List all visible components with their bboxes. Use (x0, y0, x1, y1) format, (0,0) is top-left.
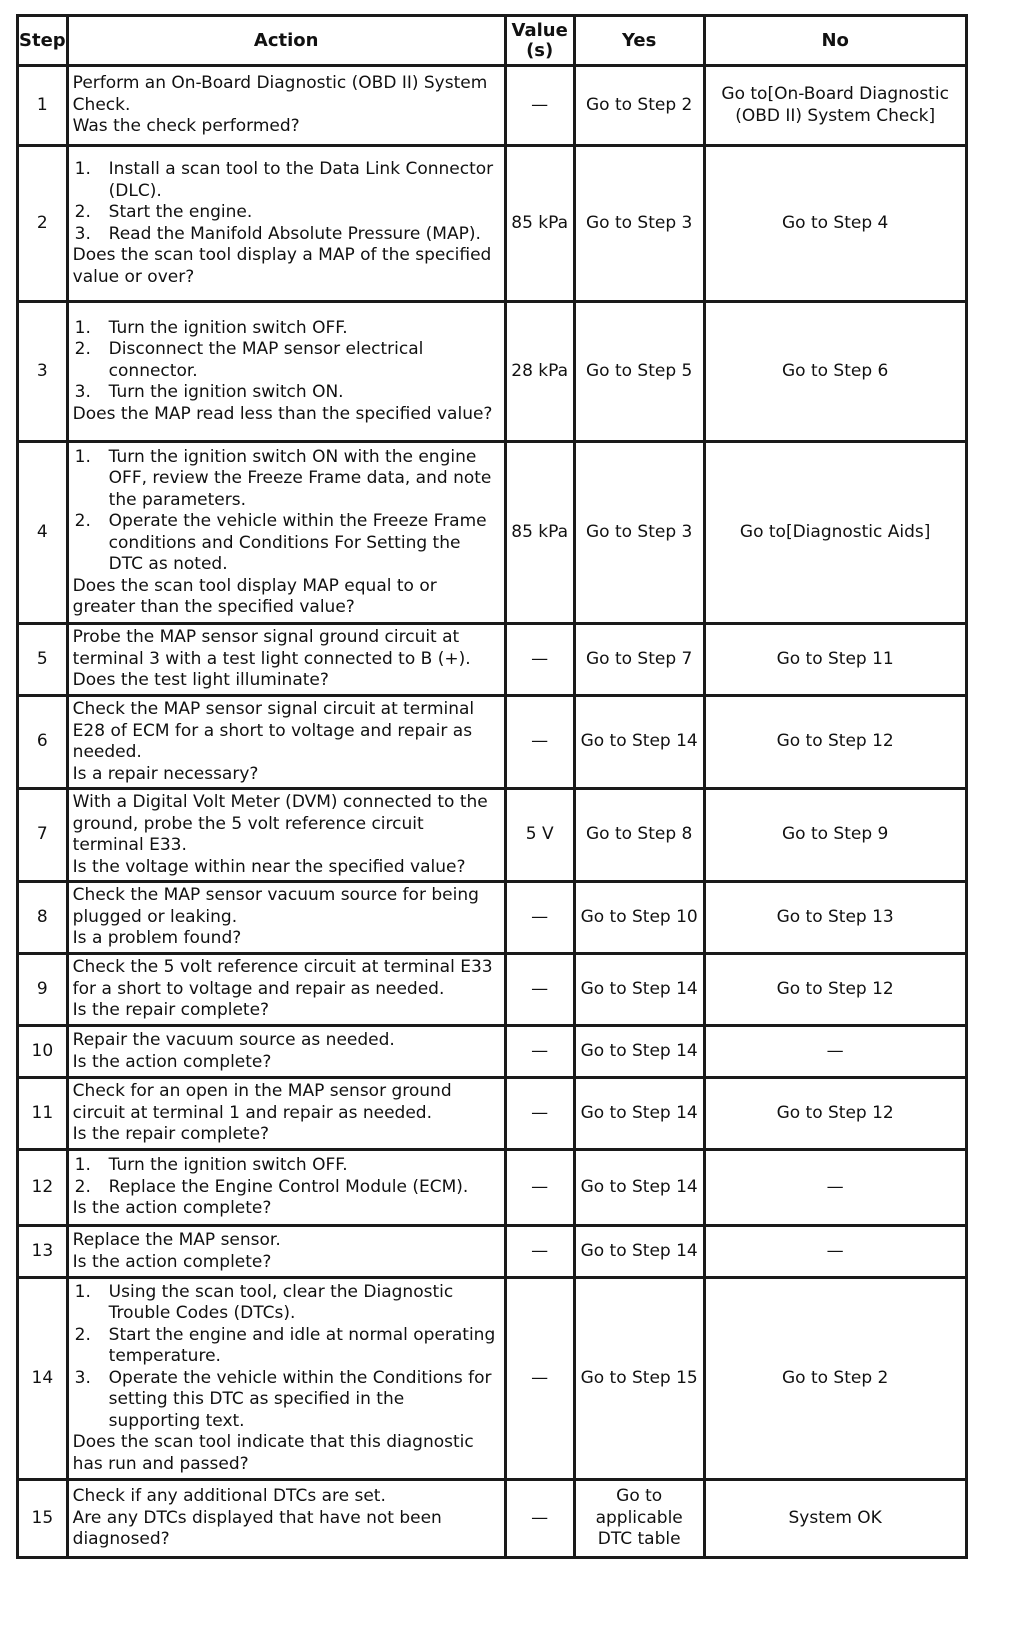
action-steps-list (73, 318, 500, 404)
action-cell (67, 789, 505, 882)
action-step-item: Turn the ignition switch ON. (108, 382, 344, 403)
value-cell: 28 kPa (505, 302, 574, 442)
action-question: Are any DTCs displayed that have not been diagnosed? (72, 1507, 442, 1550)
yes-cell: Go to applicable DTC table (574, 1480, 704, 1558)
action-cell (67, 66, 505, 146)
action-cell (67, 302, 505, 442)
yes-cell: Go to Step 2 (574, 66, 704, 146)
no-cell: Go to[Diagnostic Aids] (704, 442, 966, 624)
step-number: 14 (18, 1278, 68, 1480)
no-cell: Go to Step 2 (704, 1278, 966, 1480)
action-question: Is the voltage within near the specified value? (72, 856, 466, 877)
step-number: 7 (18, 789, 68, 882)
action-cell (67, 442, 505, 624)
action-cell (67, 624, 505, 696)
no-cell: Go to Step 4 (704, 146, 966, 302)
value-cell: — (505, 1078, 574, 1150)
yes-cell: Go to Step 5 (574, 302, 704, 442)
action-cell (67, 1150, 505, 1226)
yes-cell: Go to Step 15 (574, 1278, 704, 1480)
action-question: Is the action complete? (72, 1051, 272, 1072)
action-cell (67, 1078, 505, 1150)
step-number: 3 (18, 302, 68, 442)
value-cell: — (505, 624, 574, 696)
value-cell: 85 kPa (505, 442, 574, 624)
step-number: 4 (18, 442, 68, 624)
step-number: 15 (18, 1480, 68, 1558)
action-step-item: Turn the ignition switch OFF. (108, 1155, 348, 1176)
no-cell: Go to Step 13 (704, 882, 966, 954)
action-intro: Check for an open in the MAP sensor ground circuit at terminal 1 and repair as needed. (72, 1081, 452, 1123)
header-value: Value (s) (505, 16, 574, 66)
action-step-item: Turn the ignition switch OFF. (108, 317, 348, 338)
action-cell (67, 1026, 505, 1078)
yes-cell: Go to Step 14 (574, 1226, 704, 1278)
yes-cell: Go to Step 7 (574, 624, 704, 696)
step-number: 12 (18, 1150, 68, 1226)
value-cell: — (505, 1480, 574, 1558)
no-cell: Go to[On-Board Diagnostic (OBD II) System Check] (704, 66, 966, 146)
action-intro: Replace the MAP sensor. (72, 1230, 281, 1250)
value-cell: — (505, 1026, 574, 1078)
action-steps-list (73, 159, 500, 245)
table-row (18, 624, 967, 696)
no-cell: Go to Step 11 (704, 624, 966, 696)
yes-cell: Go to Step 14 (574, 1078, 704, 1150)
value-cell: — (505, 882, 574, 954)
action-intro: Probe the MAP sensor signal ground circuit at terminal 3 with a test light connected to B (+). (72, 627, 471, 669)
table-row (18, 954, 967, 1026)
step-number: 1 (18, 66, 68, 146)
action-question: Is a problem found? (72, 928, 242, 949)
action-question: Does the scan tool display a MAP of the specified value or over? (72, 245, 492, 287)
action-steps-list (73, 1282, 500, 1433)
action-intro: Check the MAP sensor vacuum source for being plugged or leaking. (72, 885, 479, 927)
action-step-item: Turn the ignition switch ON with the engine OFF, review the Freeze Frame data, and note the parameters. (108, 446, 492, 510)
action-question: Is a repair necessary? (72, 763, 259, 784)
header-step: Step (18, 16, 68, 66)
yes-cell: Go to Step 14 (574, 696, 704, 789)
table-row (18, 1480, 967, 1558)
action-question: Was the check performed? (72, 116, 300, 137)
table-row (18, 1278, 967, 1480)
action-step-item: Operate the vehicle within the Conditions for setting this DTC as specified in the supporting text. (108, 1367, 492, 1431)
value-cell: 5 V (505, 789, 574, 882)
no-cell: Go to Step 12 (704, 954, 966, 1026)
step-number: 11 (18, 1078, 68, 1150)
no-cell: Go to Step 6 (704, 302, 966, 442)
action-intro: With a Digital Volt Meter (DVM) connected to the ground, probe the 5 volt reference circuit terminal E33. (72, 792, 488, 855)
no-cell: — (704, 1026, 966, 1078)
action-intro: Perform an On-Board Diagnostic (OBD II) System Check. (72, 73, 488, 115)
action-question: Does the scan tool display MAP equal to or greater than the specified value? (72, 575, 437, 617)
no-cell: Go to Step 9 (704, 789, 966, 882)
action-step-item: Start the engine and idle at normal operating temperature. (108, 1324, 496, 1367)
action-question: Is the action complete? (72, 1251, 272, 1272)
action-cell (67, 146, 505, 302)
no-cell: Go to Step 12 (704, 696, 966, 789)
action-question: Does the scan tool indicate that this diagnostic has run and passed? (72, 1432, 474, 1474)
yes-cell: Go to Step 14 (574, 1026, 704, 1078)
action-cell (67, 882, 505, 954)
action-question: Is the action complete? (72, 1198, 272, 1219)
yes-cell: Go to Step 3 (574, 442, 704, 624)
action-step-item: Using the scan tool, clear the Diagnostic Trouble Codes (DTCs). (108, 1281, 454, 1324)
table-row (18, 882, 967, 954)
action-step-item: Disconnect the MAP sensor electrical connector. (108, 339, 424, 381)
value-cell: — (505, 1278, 574, 1480)
value-cell: — (505, 1150, 574, 1226)
step-number: 9 (18, 954, 68, 1026)
value-cell: — (505, 66, 574, 146)
table-row (18, 1226, 967, 1278)
action-step-item: Start the engine. (108, 202, 253, 222)
no-cell: — (704, 1150, 966, 1226)
action-steps-list (73, 1155, 500, 1198)
no-cell: System OK (704, 1480, 966, 1558)
step-number: 10 (18, 1026, 68, 1078)
value-cell: — (505, 696, 574, 789)
action-cell (67, 954, 505, 1026)
table-row (18, 302, 967, 442)
action-cell (67, 1480, 505, 1558)
yes-cell: Go to Step 14 (574, 1150, 704, 1226)
action-question: Is the repair complete? (72, 1124, 270, 1145)
yes-cell: Go to Step 8 (574, 789, 704, 882)
action-intro: Repair the vacuum source as needed. (72, 1030, 395, 1050)
table-body (18, 66, 967, 1558)
action-question: Is the repair complete? (72, 1000, 270, 1021)
step-number: 6 (18, 696, 68, 789)
value-cell: — (505, 954, 574, 1026)
action-question: Does the MAP read less than the specified value? (72, 403, 493, 424)
action-step-item: Operate the vehicle within the Freeze Frame conditions and Conditions For Setting the DTC as noted. (108, 511, 487, 574)
step-number: 2 (18, 146, 68, 302)
table-row (18, 789, 967, 882)
action-step-item: Replace the Engine Control Module (ECM). (108, 1176, 469, 1197)
header-no: No (704, 16, 966, 66)
action-question: Does the test light illuminate? (72, 670, 329, 691)
yes-cell: Go to Step 3 (574, 146, 704, 302)
table-row (18, 146, 967, 302)
value-cell: 85 kPa (505, 146, 574, 302)
table-row (18, 1026, 967, 1078)
step-number: 5 (18, 624, 68, 696)
header-action: Action (67, 16, 505, 66)
table-row (18, 1078, 967, 1150)
action-cell (67, 1278, 505, 1480)
diagnostic-table (16, 14, 968, 1559)
step-number: 8 (18, 882, 68, 954)
value-cell: — (505, 1226, 574, 1278)
action-step-item: Install a scan tool to the Data Link Connector (DLC). (108, 159, 494, 201)
yes-cell: Go to Step 14 (574, 954, 704, 1026)
header-row (18, 16, 967, 66)
action-cell (67, 696, 505, 789)
action-intro: Check the 5 volt reference circuit at terminal E33 for a short to voltage and repair as needed. (72, 957, 493, 999)
step-number: 13 (18, 1226, 68, 1278)
no-cell: — (704, 1226, 966, 1278)
action-cell (67, 1226, 505, 1278)
table-row (18, 1150, 967, 1226)
table-row (18, 696, 967, 789)
table-row (18, 442, 967, 624)
action-intro: Check the MAP sensor signal circuit at terminal E28 of ECM for a short to voltage and repair as needed. (72, 699, 475, 762)
no-cell: Go to Step 12 (704, 1078, 966, 1150)
action-step-item: Read the Manifold Absolute Pressure (MAP). (108, 223, 481, 244)
yes-cell: Go to Step 10 (574, 882, 704, 954)
action-steps-list (73, 447, 500, 576)
table-row (18, 66, 967, 146)
action-intro: Check if any additional DTCs are set. (72, 1486, 386, 1507)
header-yes: Yes (574, 16, 704, 66)
